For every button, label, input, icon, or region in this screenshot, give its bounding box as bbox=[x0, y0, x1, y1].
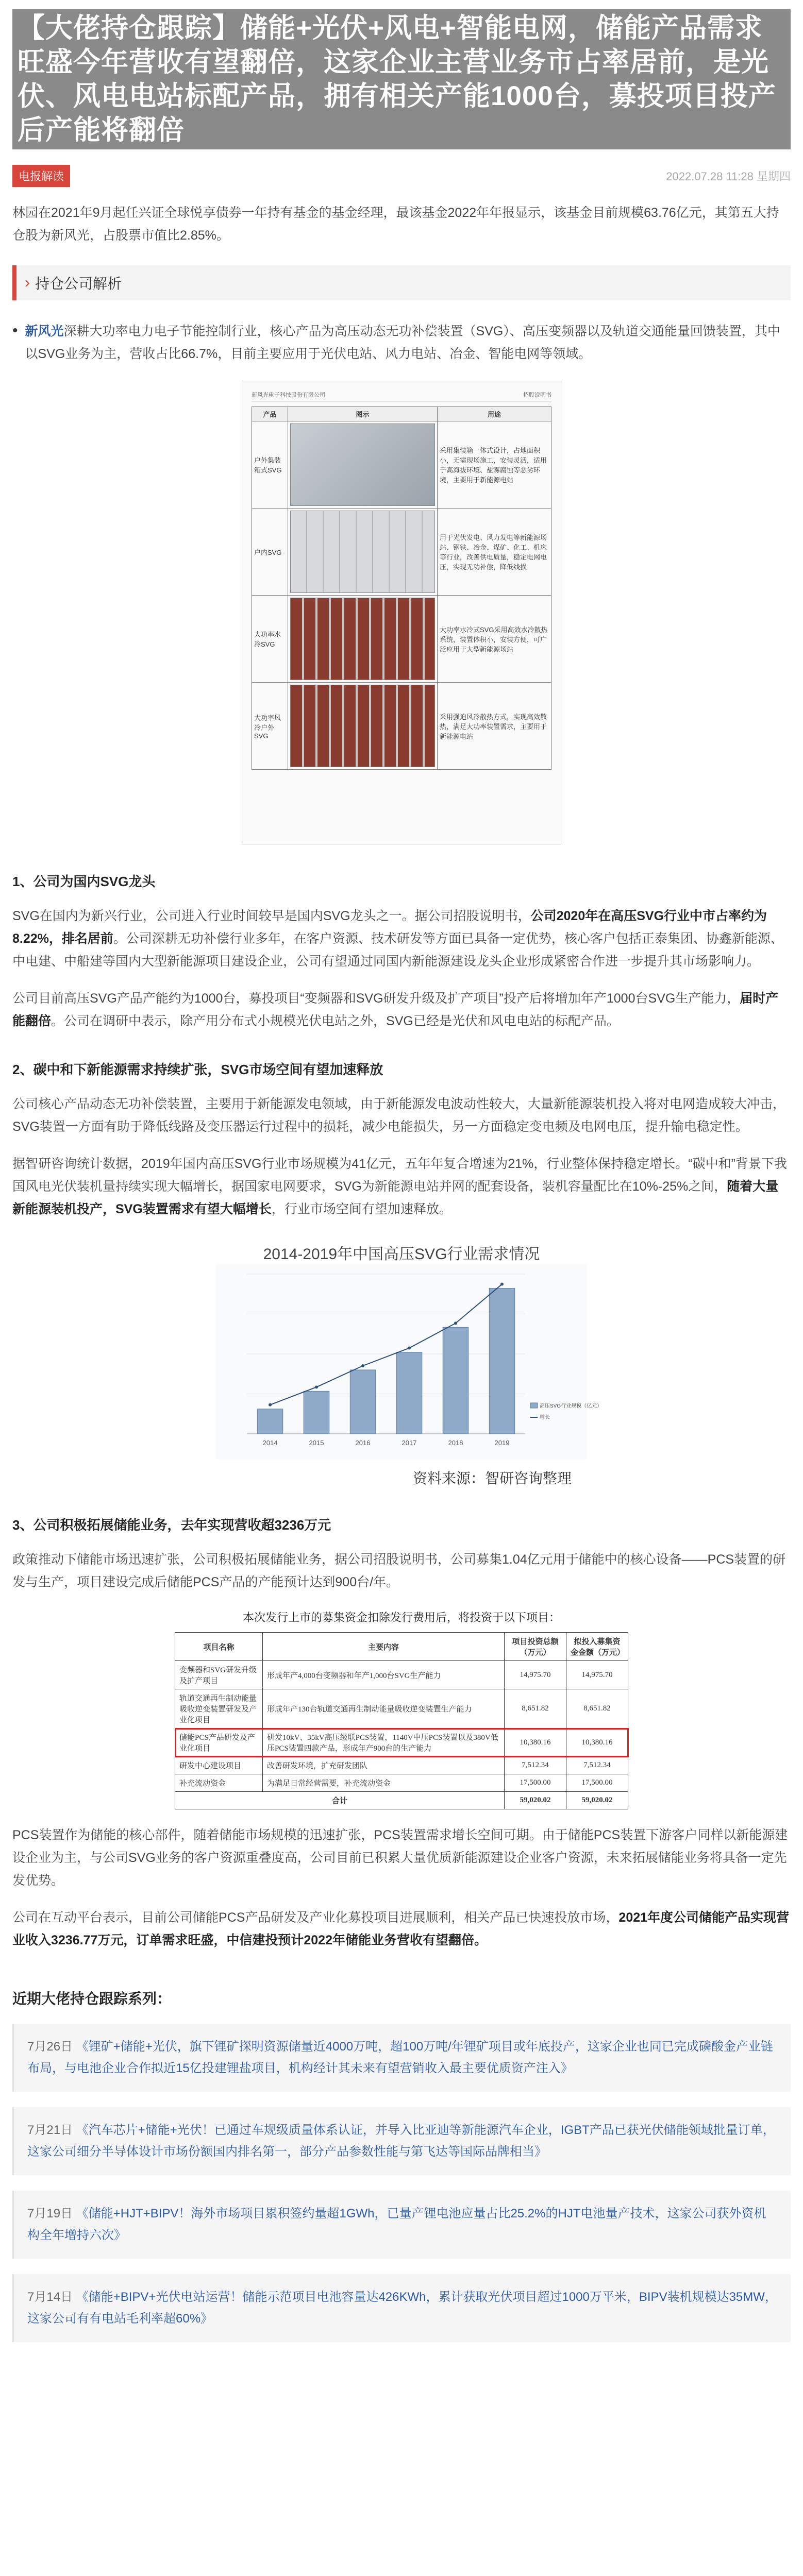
fund-sum-raise: 59,020.02 bbox=[566, 1792, 628, 1809]
fund-project-content: 研发10kV、35kV高压级联PCS装置，1140V中压PCS装置以及380V低压PCS装置四款产品，形成年产900台的生产能力 bbox=[263, 1728, 505, 1757]
legend-label: 增长 bbox=[540, 1415, 550, 1420]
product-col-header: 图示 bbox=[288, 407, 438, 421]
fund-sum-total: 59,020.02 bbox=[505, 1792, 566, 1809]
product-name: 大功率水冷SVG bbox=[252, 596, 288, 683]
paragraph-svg-leader bbox=[12, 905, 791, 973]
recent-list bbox=[12, 2024, 791, 2342]
bullet-dot-icon: • bbox=[12, 322, 18, 339]
chart-tick-label: 2017 bbox=[402, 1439, 417, 1447]
chart-tick-label: 2016 bbox=[355, 1439, 371, 1447]
p7-text: 公司在互动平台表示，目前公司储能PCS产品研发及产业化募投项目进展顺利，相关产品已快速投放市场， bbox=[12, 1910, 619, 1925]
section-heading-holding bbox=[12, 265, 791, 300]
product-name: 户内SVG bbox=[252, 509, 288, 596]
p4-text-end: ，行业市场空间有望加速释放。 bbox=[271, 1202, 452, 1216]
chart-bar bbox=[257, 1409, 283, 1434]
chart-tick-label: 2018 bbox=[448, 1439, 463, 1447]
indoor-svg-image bbox=[290, 511, 435, 593]
fund-project-content: 改善研发环境，扩充研发团队 bbox=[263, 1757, 505, 1774]
recent-link[interactable]: 《储能+BIPV+光伏电站运营！储能示范项目电池容量达426KWh，累计获取光伏项目超过1000万平米，BIPV装机规模达35MW，这家公司有有电站毛利率超60%》 bbox=[27, 2290, 777, 2326]
product-name: 大功率风冷户外SVG bbox=[252, 683, 288, 770]
fund-project-name: 储能PCS产品研发及产业化项目 bbox=[175, 1728, 263, 1757]
fund-project-content: 形成年产4,000台变频器和年产1,000台SVG生产能力 bbox=[263, 1661, 505, 1689]
article-meta bbox=[12, 165, 791, 187]
document-company: 新风光电子科技股份有限公司 bbox=[252, 392, 325, 398]
chart-point bbox=[315, 1385, 318, 1388]
chart-bar bbox=[304, 1391, 329, 1434]
heading-1: 1、公司为国内SVG龙头 bbox=[12, 874, 156, 889]
product-row bbox=[252, 683, 551, 770]
heading-3: 3、公司积极拓展储能业务，去年实现营收超3236万元 bbox=[12, 1517, 331, 1533]
fund-project-name: 轨道交通再生制动能量吸收逆变装置研发及产业化项目 bbox=[175, 1689, 263, 1728]
chart-point bbox=[500, 1283, 504, 1286]
product-figure bbox=[12, 381, 791, 844]
recent-card[interactable] bbox=[12, 2024, 791, 2092]
chart-tick-label: 2015 bbox=[309, 1439, 324, 1447]
fund-row bbox=[175, 1757, 628, 1774]
chart-bar bbox=[396, 1352, 422, 1434]
product-table bbox=[252, 406, 551, 770]
product-row bbox=[252, 421, 551, 509]
fund-total: 7,512.34 bbox=[505, 1757, 566, 1774]
document-header bbox=[252, 391, 551, 401]
paragraph-pcs: PCS装置作为储能的核心部件，随着储能市场规模的迅速扩张，PCS装置需求增长空间可期。由于储能PCS装置下游客户同样以新能源建设企业为主，与公司SVG业务的客户资源重叠度高，公司目前已积累大量优质新能源建设企业客户资源，未来拓展储能业务将具备一定先发优势。 bbox=[12, 1828, 788, 1888]
product-document-image bbox=[242, 381, 561, 844]
p7-bold: 2021年度公司储能产品实现营业收入3236.77万元，订单需求旺盛，中信建投预计2022年储能业务营收有望翻倍。 bbox=[12, 1910, 790, 1947]
fund-total: 17,500.00 bbox=[505, 1774, 566, 1792]
product-use: 用于光伏发电、风力发电等新能源场站、钢铁、冶金、煤矿、化工、机床等行业，改善供电质量，稳定电网电压，实现无功补偿，降低线损 bbox=[438, 509, 551, 596]
chart-point bbox=[408, 1347, 411, 1350]
recent-date: 7月19日 bbox=[27, 2207, 73, 2221]
chart-point bbox=[269, 1403, 272, 1406]
heading-2: 2、碳中和下新能源需求持续扩张，SVG市场空间有望加速释放 bbox=[12, 1062, 383, 1077]
legend-label: 高压SVG行业规模（亿元） bbox=[540, 1403, 603, 1409]
fund-row bbox=[175, 1728, 628, 1757]
chevron-right-icon: › bbox=[25, 274, 30, 291]
recent-date: 7月26日 bbox=[27, 2040, 73, 2054]
container-svg-image bbox=[290, 423, 435, 506]
intro-paragraph: 林园在2021年9月起任兴证全球悦享债券一年持有基金的基金经理，最该基金2022年年报显示，该基金目前规模63.76亿元，其第五大持仓股为新风光，占股票市值比2.85%。 bbox=[12, 206, 779, 243]
p4-text: 据智研咨询统计数据，2019年国内高压SVG行业市场规模为41亿元，五年年复合增速为21%，行业整体保持稳定增长。“碳中和”背景下我国风电光伏装机量持续实现大幅增长，据国家电网要求，SVG为新能源电站并网的配套设备，装机容量配比在10%-25%之间， bbox=[12, 1157, 787, 1194]
company-intro bbox=[25, 320, 791, 365]
fund-project-content: 形成年产130台轨道交通再生制动能量吸收逆变装置生产能力 bbox=[263, 1689, 505, 1728]
fund-total: 10,380.16 bbox=[505, 1728, 566, 1757]
fund-raise: 14,975.70 bbox=[566, 1661, 628, 1689]
recent-series-title: 近期大佬持仓跟踪系列： bbox=[12, 1991, 172, 2007]
recent-card[interactable] bbox=[12, 2107, 791, 2175]
fund-project-name: 变频器和SVG研发升级及扩产项目 bbox=[175, 1661, 263, 1689]
fund-col-header: 拟投入募集资金金额（万元） bbox=[566, 1633, 628, 1661]
product-row bbox=[252, 596, 551, 683]
chart-title: 2014-2019年中国高压SVG行业需求情况 bbox=[263, 1246, 540, 1263]
paragraph-market bbox=[12, 1153, 791, 1221]
recent-link[interactable]: 《汽车芯片+储能+光伏！已通过车规级质量体系认证，并导入比亚迪等新能源汽车企业，IGBT产品已获光伏储能领域批量订单，这家公司细分半导体设计市场份额国内排名第一，部分产品参数性能与第飞达等国际品牌相当》 bbox=[27, 2123, 775, 2159]
chart-source: 资料来源：智研咨询整理 bbox=[412, 1470, 572, 1486]
recent-link[interactable]: 《储能+HJT+BIPV！海外市场项目累积签约量超1GWh，已量产锂电池应量占比25.2%的HJT电池量产技术，这家公司获外资机构全年增持六次》 bbox=[27, 2207, 766, 2242]
chart-point bbox=[361, 1364, 364, 1367]
chart-tick-label: 2014 bbox=[262, 1439, 278, 1447]
category-tag[interactable]: 电报解读 bbox=[12, 165, 70, 187]
product-use: 采用集装箱一体式设计，占地面积小，无需现场施工，安装灵活，适用于高海拔环境、盐雾腐蚀等恶劣环境，主要用于新能源电站 bbox=[438, 421, 551, 509]
watercooled-svg-image bbox=[290, 598, 435, 680]
fund-row bbox=[175, 1661, 628, 1689]
article-title-text: 【大佬持仓跟踪】储能+光伏+风电+智能电网，储能产品需求旺盛今年营收有望翻倍，这家企业主营业务市占率居前，是光伏、风电电站标配产品，拥有相关产能1000台，募投项目投产后产能将翻倍 bbox=[18, 13, 776, 145]
recent-card[interactable] bbox=[12, 2274, 791, 2342]
fund-raise: 8,651.82 bbox=[566, 1689, 628, 1728]
fund-project-name: 补充流动资金 bbox=[175, 1774, 263, 1792]
fund-raise: 10,380.16 bbox=[566, 1728, 628, 1757]
fund-project-name: 研发中心建设项目 bbox=[175, 1757, 263, 1774]
svg-demand-chart bbox=[216, 1241, 603, 1488]
p2-text-end: 。公司在调研中表示，除产用分布式小规模光伏电站之外，SVG已经是光伏和风电电站的标配产品。 bbox=[51, 1014, 620, 1028]
product-use: 采用强迫风冷散热方式，实现高效散热，满足大功率装置需求，主要用于新能源电站 bbox=[438, 683, 551, 770]
legend-swatch-bar bbox=[530, 1403, 538, 1408]
fund-raise: 7,512.34 bbox=[566, 1757, 628, 1774]
paragraph-svg-use: 公司核心产品动态无功补偿装置，主要用于新能源发电领域，由于新能源发电波动性较大，大量新能源装机投入将对电网造成较大冲击，SVG装置一方面有助于降低线路及变压器运行过程中的损耗，减少电能损失，另一方面稳定变电频及电网电压，提升输电稳定性。 bbox=[12, 1097, 786, 1134]
publish-date: 2022.07.28 11:28 星期四 bbox=[666, 170, 791, 183]
chart-tick-label: 2019 bbox=[494, 1439, 510, 1447]
fund-usage-figure bbox=[175, 1609, 628, 1809]
product-col-header: 用途 bbox=[438, 407, 551, 421]
chart-bar bbox=[350, 1370, 376, 1434]
paragraph-revenue bbox=[12, 1906, 791, 1952]
p2-text: 公司目前高压SVG产品产能约为1000台，募投项目“变频器和SVG研发升级及扩产项目”投产后将增加年产1000台SVG生产能力， bbox=[12, 991, 740, 1006]
chart-bar bbox=[489, 1289, 515, 1434]
product-col-header: 产品 bbox=[252, 407, 288, 421]
fund-sum-label: 合计 bbox=[175, 1792, 505, 1809]
company-intro-text: 深耕大功率电力电子节能控制行业，核心产品为高压动态无功补偿装置（SVG）、高压变频器以及轨道交通能量回馈装置，其中以SVG业务为主，营收占比66.7%，目前主要应用于光伏电站、风力电站、冶金、智能电网等领域。 bbox=[25, 324, 780, 361]
chart-bar bbox=[443, 1327, 469, 1434]
fund-total: 8,651.82 bbox=[505, 1689, 566, 1728]
paragraph-storage: 政策推动下储能市场迅速扩张，公司积极拓展储能业务，据公司招股说明书，公司募集1.04亿元用于储能中的核心设备——PCS装置的研发与生产，项目建设完成后储能PCS产品的产能预计达到900台/年。 bbox=[12, 1552, 786, 1589]
paragraph-capacity bbox=[12, 987, 791, 1032]
recent-link[interactable]: 《锂矿+储能+光伏，旗下锂矿探明资源储量近4000万吨，超100万吨/年锂矿项目或年底投产，这家企业也同已完成磷酸金产业链布局，与电池企业合作拟近15亿投建锂盐项目，机构经计其未来有望营销收入最主要优质资产注入》 bbox=[27, 2040, 773, 2075]
p1-bold: 公司2020年在高压SVG行业中市占率约为8.22%，排名居前 bbox=[12, 909, 767, 946]
fund-table bbox=[175, 1632, 628, 1809]
p1-text: SVG在国内为新兴行业，公司进入行业时间较早是国内SVG龙头之一。据公司招股说明书， bbox=[12, 909, 531, 923]
fund-row bbox=[175, 1774, 628, 1792]
fund-project-content: 为满足日常经营需要，补充流动资金 bbox=[263, 1774, 505, 1792]
p2-bold: 届时产能翻倍 bbox=[12, 991, 779, 1028]
fund-col-header: 主要内容 bbox=[263, 1633, 505, 1661]
article-title bbox=[12, 9, 791, 149]
document-type: 招股说明书 bbox=[523, 392, 551, 398]
fund-raise: 17,500.00 bbox=[566, 1774, 628, 1792]
section-heading-text: 持仓公司解析 bbox=[35, 276, 122, 292]
recent-card[interactable] bbox=[12, 2191, 791, 2259]
company-bullet bbox=[12, 320, 791, 365]
chart-svg bbox=[216, 1264, 603, 1460]
product-row bbox=[252, 509, 551, 596]
aircooled-svg-image bbox=[290, 685, 435, 767]
product-name: 户外集装箱式SVG bbox=[252, 421, 288, 509]
fund-col-header: 项目投资总额（万元） bbox=[505, 1633, 566, 1661]
fund-row bbox=[175, 1689, 628, 1728]
fund-table-title: 本次发行上市的募集资金扣除发行费用后，将投资于以下项目： bbox=[242, 1611, 560, 1624]
p1-text-end: 。公司深耕无功补偿行业多年，在客户资源、技术研发等方面已具备一定优势，核心客户包括正泰集团、协鑫新能源、中电建、中船建等国内大型新能源项目建设企业，公司有望通过同国内新能源建设龙头企业形成紧密合作进一步提升其市场影响力。 bbox=[12, 931, 783, 969]
fund-sum-row bbox=[175, 1792, 628, 1809]
company-link[interactable]: 新风光 bbox=[25, 324, 64, 338]
p4-bold: 随着大量新能源装机投产，SVG装置需求有望大幅增长 bbox=[12, 1179, 779, 1216]
recent-date: 7月21日 bbox=[27, 2123, 73, 2137]
fund-total: 14,975.70 bbox=[505, 1661, 566, 1689]
fund-col-header: 项目名称 bbox=[175, 1633, 263, 1661]
recent-date: 7月14日 bbox=[27, 2290, 73, 2304]
chart-point bbox=[454, 1321, 457, 1325]
product-use: 大功率水冷式SVG采用高效水冷散热系统，装置体积小，安装方便，可广泛应用于大型新能源场站 bbox=[438, 596, 551, 683]
